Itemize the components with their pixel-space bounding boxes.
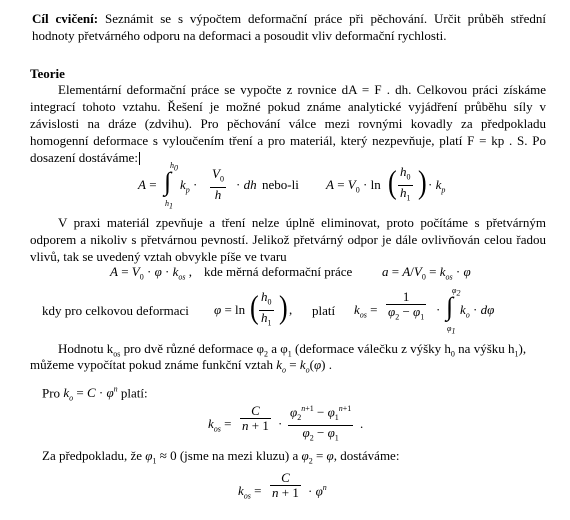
equation-work-integral: A = ∫ $h_0$ $h_1$ $k_p$ · $\frac{V_0}{h}$ · dh [138,161,257,211]
equation-work-kos: $A = V_0 \cdot \varphi \cdot k_{os}$ , kde měrná deformační práce $a = A/V_0 = k_{os} \cdot \varphi$ [110,264,471,282]
theory-paragraph-4: Hodnotu $k_{os}$ pro dvě různé deformace $\varphi_2$ a $\varphi_1$ (deformace válečku z výšky $h_0$ na výšku $h_1$), [58,341,527,359]
equation-kos-final: $k_{os}$ = $\frac{C}{n + 1}$ · $\varphi^n$ [238,470,327,501]
theory-paragraph-1-text: Elementární deformační práce se vypočte z rovnice dA = F . dh. Celkovou práci získáme integrací tohoto vztahu. Řešení je možné pokud známe analytické vyjádření průběhu síly v závislosti na dráze (zdvihu). Pro pěchování válce mezi rovnými kovadly za předpokladu homogenní deformace s vyloučením tření a pro materiál, který nezpevňuje, platí F = kp . S. Po dosazení dostáváme: [30,82,546,165]
goal-label: Cíl cvičení: [32,11,99,26]
equation-or-label: nebo-li [262,177,299,192]
theory-paragraph-1 [30,81,546,166]
goal-text: Seznámit se s výpočtem deformační práce při pěchování. Určit průběh střední hodnoty přetvárného odporu na deformaci a posoudit vliv deformační rychlosti. [32,11,546,43]
equation-kos-integral: $k_{os}$ = $\frac{1}{\varphi_2 - \varphi_1}$ · ∫ $\varphi_2$ $\varphi_1$ $k_o \cdot d\varphi$ [354,286,495,336]
theory-paragraph-6: Za předpokladu, že $\varphi_1 \approx 0$ (jsme na mezi kluzu) a $\varphi_2 = \varphi$, dostáváme: [42,448,400,466]
theory-paragraph-5: Pro $k_o = C \cdot \varphi^n$ platí: [42,385,148,403]
theory-paragraph-3-plati: platí [312,303,336,318]
theory-paragraph-3-label: kdy pro celkovou deformaci [42,303,189,318]
equation-work-log: $A = V_0 \cdot \ln$ ( $\frac{h_0}{h_1}$ ) · $k_p$ [326,164,446,203]
equation-total-deformation: φ = ln ( $\frac{h_0}{h_1}$ ) , [214,289,293,328]
goal-paragraph [32,10,546,44]
theory-paragraph-2: V praxi materiál zpevňuje a tření nelze úplně eliminovat, proto počítáme s přetvárným odporem a nikoliv s přetvárnou pevností. Jelikož přetvárný odpor je dále ovlivňován celou řadou vlivů, tak se uvedený vztah obvykle píše ve tvaru [30,215,546,264]
theory-heading: Teorie [30,66,65,81]
equation-kos-power: $k_{os}$ = $\frac{C}{n + 1}$ · $\frac{\varphi_2^{n+1} - \varphi_1^{n+1}}{\varphi_2 - \varphi_1}$ . [208,403,364,443]
text-cursor [139,152,140,165]
theory-paragraph-4-line-2: můžeme vypočítat pokud známe funkční vztah $k_o = k_o(\varphi)$ . [30,357,332,375]
equation-2-text: kde měrná deformační práce [204,264,353,279]
